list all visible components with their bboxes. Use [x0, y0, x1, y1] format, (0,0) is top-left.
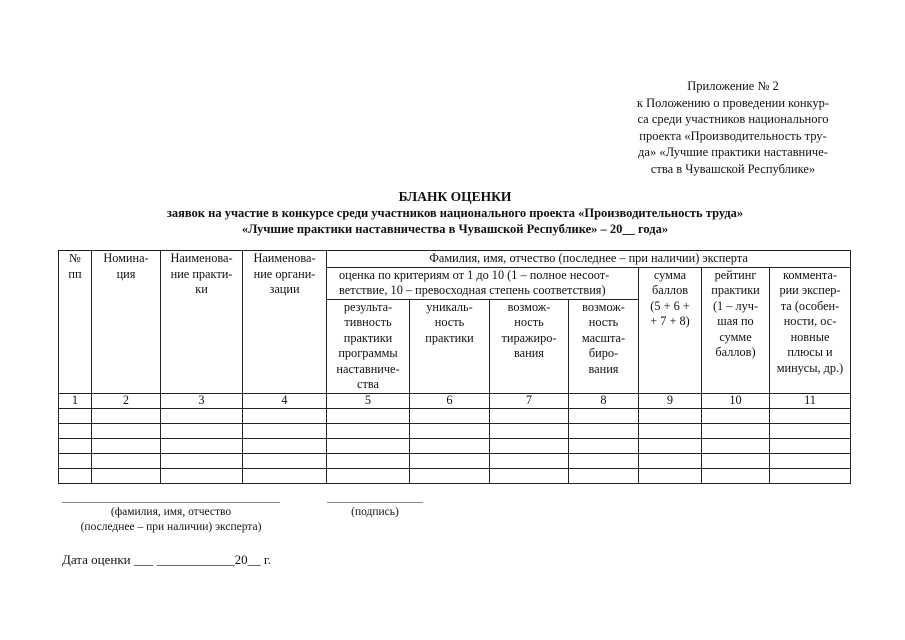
table-row	[59, 468, 851, 483]
table-cell[interactable]	[327, 438, 410, 453]
table-cell[interactable]	[327, 468, 410, 483]
fio-signature-line[interactable]	[62, 502, 280, 503]
column-number: 8	[569, 393, 639, 408]
table-cell[interactable]	[702, 438, 770, 453]
header-uniqueness: уникаль- ность практики	[410, 299, 490, 393]
table-cell[interactable]	[327, 408, 410, 423]
table-cell[interactable]	[59, 423, 92, 438]
table-cell[interactable]	[770, 423, 851, 438]
column-number: 3	[161, 393, 243, 408]
table-cell[interactable]	[92, 453, 161, 468]
table-cell[interactable]	[59, 468, 92, 483]
form-subtitle: заявок на участие в конкурсе среди участников национального проекта «Производительность труда»	[166, 206, 744, 220]
appendix-block	[619, 78, 847, 177]
table-cell[interactable]	[327, 423, 410, 438]
table-cell[interactable]	[243, 468, 327, 483]
table-cell[interactable]	[490, 453, 569, 468]
table-cell[interactable]	[161, 453, 243, 468]
signature-caption: (подпись)	[351, 506, 399, 518]
table-cell[interactable]	[639, 438, 702, 453]
table-cell[interactable]	[410, 438, 490, 453]
table-cell[interactable]	[770, 453, 851, 468]
appendix-title: Приложение № 2	[687, 79, 779, 93]
table-row	[59, 408, 851, 423]
table-cell[interactable]	[702, 423, 770, 438]
table-cell[interactable]	[161, 423, 243, 438]
header-effectiveness: результа- тивность практики программы наставниче- ства	[327, 299, 410, 393]
header-org-name: Наименова- ние органи- зации	[243, 251, 327, 394]
table-cell[interactable]	[490, 468, 569, 483]
form-title-block	[60, 189, 850, 237]
table-cell[interactable]	[410, 423, 490, 438]
column-number: 9	[639, 393, 702, 408]
table-cell[interactable]	[59, 453, 92, 468]
header-expert: Фамилия, имя, отчество (последнее – при наличии) эксперта	[327, 251, 851, 268]
table-cell[interactable]	[490, 438, 569, 453]
table-cell[interactable]	[161, 468, 243, 483]
table-cell[interactable]	[569, 468, 639, 483]
table-cell[interactable]	[569, 453, 639, 468]
table-cell[interactable]	[569, 438, 639, 453]
table-cell[interactable]	[92, 423, 161, 438]
table-cell[interactable]	[569, 408, 639, 423]
form-subtitle: «Лучшие практики наставничества в Чувашской Республике» – 20__ года»	[241, 222, 669, 236]
table-cell[interactable]	[161, 408, 243, 423]
table-row	[59, 438, 851, 453]
table-cell[interactable]	[639, 453, 702, 468]
table-cell[interactable]	[243, 423, 327, 438]
column-number: 2	[92, 393, 161, 408]
table-cell[interactable]	[92, 438, 161, 453]
header-num: № пп	[59, 251, 92, 394]
column-number: 5	[327, 393, 410, 408]
header-rating: рейтинг практики (1 – луч- шая по сумме баллов)	[702, 267, 770, 393]
table-cell[interactable]	[702, 453, 770, 468]
column-number: 7	[490, 393, 569, 408]
table-cell[interactable]	[569, 423, 639, 438]
table-cell[interactable]	[702, 468, 770, 483]
appendix-line: к Положению о проведении конкур-	[636, 95, 830, 110]
table-cell[interactable]	[490, 408, 569, 423]
appendix-line: са среди участников национального	[637, 112, 829, 126]
form-title: БЛАНК ОЦЕНКИ	[398, 189, 512, 204]
table-cell[interactable]	[92, 468, 161, 483]
column-number: 1	[59, 393, 92, 408]
appendix-line: ства в Чувашской Республике»	[650, 161, 816, 176]
column-number: 11	[770, 393, 851, 408]
header-replication: возмож- ность тиражиро- вания	[490, 299, 569, 393]
header-comments: коммента- рии экспер- та (особен- ности, ос- новные плюсы и минусы, др.)	[770, 267, 851, 393]
header-scaling: возмож- ность масшта- биро- вания	[569, 299, 639, 393]
evaluation-date: Дата оценки ___ ____________20__ г.	[62, 552, 271, 567]
table-cell[interactable]	[161, 438, 243, 453]
evaluation-table	[58, 250, 851, 484]
table-row	[59, 453, 851, 468]
column-number-row	[59, 393, 851, 408]
table-cell[interactable]	[92, 408, 161, 423]
header-sum: сумма баллов (5 + 6 + + 7 + 8)	[639, 267, 702, 393]
header-practice-name: Наименова- ние практи- ки	[161, 251, 243, 394]
table-cell[interactable]	[702, 408, 770, 423]
table-cell[interactable]	[770, 468, 851, 483]
table-cell[interactable]	[327, 453, 410, 468]
table-cell[interactable]	[59, 408, 92, 423]
table-cell[interactable]	[490, 423, 569, 438]
table-cell[interactable]	[639, 468, 702, 483]
table-cell[interactable]	[243, 438, 327, 453]
table-cell[interactable]	[243, 453, 327, 468]
column-number: 4	[243, 393, 327, 408]
fio-caption: (фамилия, имя, отчество (последнее – при наличии) эксперта)	[80, 506, 262, 533]
appendix-line: проекта «Производительность тру-	[639, 128, 827, 143]
table-cell[interactable]	[410, 408, 490, 423]
signature-line[interactable]	[327, 502, 423, 503]
table-cell[interactable]	[410, 453, 490, 468]
table-cell[interactable]	[410, 468, 490, 483]
table-cell[interactable]	[59, 438, 92, 453]
header-criteria: оценка по критериям от 1 до 10 (1 – полное несоот- ветствие, 10 – превосходная степень соответствия)	[327, 267, 639, 299]
table-cell[interactable]	[243, 408, 327, 423]
table-cell[interactable]	[770, 438, 851, 453]
appendix-line: да» «Лучшие практики наставниче-	[638, 145, 828, 159]
column-number: 10	[702, 393, 770, 408]
table-cell[interactable]	[770, 408, 851, 423]
column-number: 6	[410, 393, 490, 408]
table-cell[interactable]	[639, 423, 702, 438]
header-nomination: Номина- ция	[92, 251, 161, 394]
table-cell[interactable]	[639, 408, 702, 423]
table-row	[59, 423, 851, 438]
